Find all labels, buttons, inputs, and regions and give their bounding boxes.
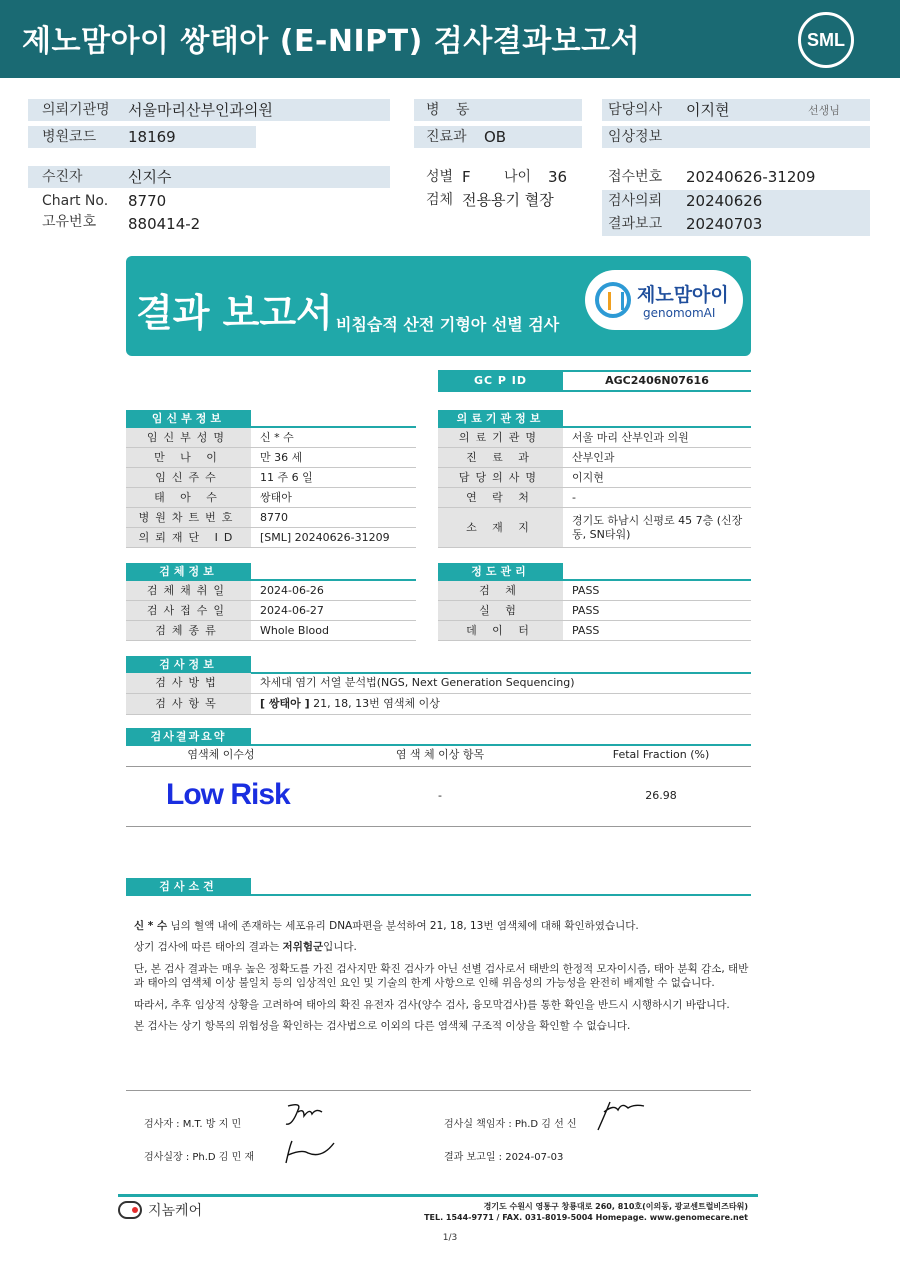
doctor-value: 이지현 <box>686 101 730 119</box>
header-bar <box>0 0 900 78</box>
signature-divider <box>126 1090 751 1091</box>
opinion-5: 본 검사는 상기 항목의 위험성을 확인하는 검사법으로 이외의 다른 염색체 구조적 이상을 확인할 수 없습니다. <box>134 1020 631 1032</box>
row-value: 경기도 하남시 신평로 45 7층 (신장동, SN타워) <box>572 514 743 541</box>
report-date-value: 20240703 <box>686 215 763 233</box>
row-value: 11 주 6 일 <box>260 471 313 484</box>
fetal-fraction-value: 26.98 <box>645 789 677 802</box>
sml-logo-text: SML <box>807 29 845 50</box>
row-divider <box>438 640 751 641</box>
row-value: PASS <box>572 584 600 597</box>
page-title: 제노맘아이 쌍태아 (E-NIPT) 검사결과보고서 <box>22 24 641 59</box>
specimen-label: 검체 <box>426 192 454 208</box>
mother-section-header: 임신부정보 <box>126 410 251 428</box>
row-value: 2024-06-26 <box>260 584 324 597</box>
dept-label: 진료과 <box>426 129 467 145</box>
opinion-2-a: 상기 검사에 따른 태아의 결과는 <box>134 941 283 953</box>
row-value: 이지현 <box>572 471 604 484</box>
row-label: 연 락 처 <box>438 488 563 507</box>
items-twin: [ 쌍태아 ] <box>260 697 310 710</box>
opinion-2 <box>134 940 754 954</box>
opinion-2-c: 입니다. <box>323 941 357 953</box>
dna-icon <box>595 282 631 318</box>
uid-label: 고유번호 <box>42 214 97 230</box>
method-label: 검사방법 <box>126 673 251 693</box>
sml-logo <box>798 12 854 68</box>
brand-en: genomomAI <box>643 306 716 320</box>
manager: 검사실 책임자 : Ph.D 김 선 신 <box>444 1119 577 1130</box>
director-signature <box>282 1135 338 1167</box>
opinion-4: 따라서, 추후 임상적 상황을 고려하여 태아의 확진 유전자 검사(양수 검사, 융모막검사)를 통한 확인을 반드시 시행하시기 바랍니다. <box>134 999 730 1011</box>
test-section-header: 검사정보 <box>126 656 251 674</box>
row-label: 진 료 과 <box>438 448 563 467</box>
items-text: 21, 18, 13번 염색체 이상 <box>309 697 440 710</box>
row-value: [SML] 20240626-31209 <box>260 531 390 544</box>
banner-subtitle: 비침습적 산전 기형아 선별 검사 <box>336 315 560 334</box>
summary-bottom <box>126 826 751 827</box>
genomom-logo <box>585 270 743 330</box>
page-number: 1/3 <box>442 1233 458 1243</box>
doctor-suffix: 선생님 <box>808 104 840 117</box>
row-label: 소 재 지 <box>438 508 563 547</box>
col-abnormal: 염 색 체 이상 항목 <box>395 748 485 761</box>
banner-title: 결과 보고서 <box>136 291 333 335</box>
hospital-code-label: 병원코드 <box>42 129 97 145</box>
row-label: 검체종류 <box>126 621 251 640</box>
sex-label: 성별 <box>426 169 454 185</box>
opinion-1 <box>134 919 754 933</box>
row-label: 검사접수일 <box>126 601 251 620</box>
row-label: 담당의사명 <box>438 468 563 487</box>
row-divider <box>438 547 751 548</box>
opinion-name: 신 * 수 <box>134 920 168 932</box>
doctor-label: 담당의사 <box>608 102 663 118</box>
opinion-line <box>126 894 751 896</box>
patient-label: 수진자 <box>42 169 83 185</box>
hospital-code-value: 18169 <box>128 128 176 146</box>
row-value: 8770 <box>260 511 288 524</box>
request-org-value: 서울마리산부인과의원 <box>128 101 273 119</box>
age-label: 나이 <box>504 169 532 185</box>
row-label: 만 나 이 <box>126 448 251 467</box>
summary-section-header: 검사결과요약 <box>126 728 251 746</box>
row-value: 쌍태아 <box>260 491 292 504</box>
age-value: 36 <box>548 168 568 186</box>
items-value <box>260 694 440 714</box>
col-fetal-fraction: Fetal Fraction (%) <box>612 748 710 761</box>
uid-value: 880414-2 <box>128 215 201 233</box>
footer-contact: TEL. 1544-9771 / FAX. 031-8019-5004 Homepage. www.genomecare.net <box>424 1213 748 1222</box>
receipt-label: 접수번호 <box>608 169 663 185</box>
col-aneuploidy: 염색체 이수성 <box>187 748 255 761</box>
request-date-label: 검사의뢰 <box>608 193 663 209</box>
manager-signature <box>594 1098 650 1132</box>
row-label: 검체채취일 <box>126 581 251 600</box>
row-value: PASS <box>572 604 600 617</box>
report-banner <box>126 256 751 356</box>
risk-result: Low Risk <box>166 778 290 811</box>
abnormal-value: - <box>438 789 442 802</box>
row-divider <box>126 547 416 548</box>
items-label: 검사항목 <box>126 694 251 714</box>
genomecare-logo <box>118 1200 202 1220</box>
gcpid-bottomline <box>438 390 751 392</box>
chart-value: 8770 <box>128 192 167 210</box>
company-name: 지놈케어 <box>148 1203 203 1219</box>
row-label: 실 험 <box>438 601 563 620</box>
footer-line <box>118 1194 758 1197</box>
director: 검사실장 : Ph.D 김 민 재 <box>144 1152 255 1163</box>
specimen-value: 전용용기 혈장 <box>462 191 554 209</box>
row-label: 데 이 터 <box>438 621 563 640</box>
opinion-3: 단, 본 검사 결과는 매우 높은 정확도를 가진 검사지만 확진 검사가 아닌 선별 검사로서 태반의 한정적 모자이시즘, 태아 분획 감소, 태반과 태아의 염색체 이상 불일치 등의 임상적인 요인 및 기술의 한계 사항으로 인해 위음성의 가능성을 완전히 배제할 수 없습니다. <box>134 963 749 989</box>
specimen-section-header: 검체정보 <box>126 563 251 581</box>
result-date: 결과 보고일 : 2024-07-03 <box>444 1152 564 1163</box>
row-value: PASS <box>572 624 600 637</box>
brand-kr: 제노맘아이 <box>637 284 729 306</box>
row-divider <box>126 640 416 641</box>
dept-value: OB <box>484 128 507 146</box>
gcpid-value: AGC2406N07616 <box>605 374 709 387</box>
row-label: 임신주수 <box>126 468 251 487</box>
tester: 검사자 : M.T. 방 지 민 <box>144 1119 242 1130</box>
ward-label: 병 동 <box>426 102 476 118</box>
receipt-value: 20240626-31209 <box>686 168 816 186</box>
row-value: 서울 마리 산부인과 의원 <box>572 431 689 444</box>
chart-label: Chart No. <box>42 193 109 209</box>
row-value: Whole Blood <box>260 624 329 637</box>
row-label: 병원차트번호 <box>126 508 251 527</box>
opinion-1-text: 님의 혈액 내에 존재하는 세포유리 DNA파편을 분석하여 21, 18, 13번 염색체에 대해 확인하였습니다. <box>167 920 639 932</box>
tester-signature <box>282 1100 328 1132</box>
patient-value: 신지수 <box>128 168 172 186</box>
org-section-header: 의료기관정보 <box>438 410 563 428</box>
sex-value: F <box>462 168 471 186</box>
row-value: 산부인과 <box>572 451 615 464</box>
row-label: 의료기관명 <box>438 428 563 447</box>
row-divider <box>126 714 751 715</box>
row-value: 신 * 수 <box>260 431 294 444</box>
qc-section-header: 정도관리 <box>438 563 563 581</box>
row-value: 2024-06-27 <box>260 604 324 617</box>
row-label: 의뢰재단 ID <box>126 528 251 547</box>
row-label: 임신부성명 <box>126 428 251 447</box>
row-label: 태 아 수 <box>126 488 251 507</box>
request-org-label: 의뢰기관명 <box>42 102 110 118</box>
method-value: 차세대 염기 서열 분석법(NGS, Next Generation Sequencing) <box>260 676 575 689</box>
row-label: 검 체 <box>438 581 563 600</box>
footer-address: 경기도 수원시 영통구 창룡대로 260, 810호(이의동, 광교센트럴비즈타워) <box>483 1202 748 1211</box>
clinical-label: 임상정보 <box>608 129 663 145</box>
report-date-label: 결과보고 <box>608 216 663 232</box>
row-value: - <box>572 491 576 504</box>
request-date-value: 20240626 <box>686 192 763 210</box>
gcpid-label: GC P ID <box>438 372 563 390</box>
opinion-2-b: 저위험군 <box>282 941 324 953</box>
row-value: 만 36 세 <box>260 451 303 464</box>
opinion-section-header: 검사소견 <box>126 878 251 896</box>
header-divider <box>126 766 751 767</box>
genomecare-icon <box>118 1201 142 1219</box>
